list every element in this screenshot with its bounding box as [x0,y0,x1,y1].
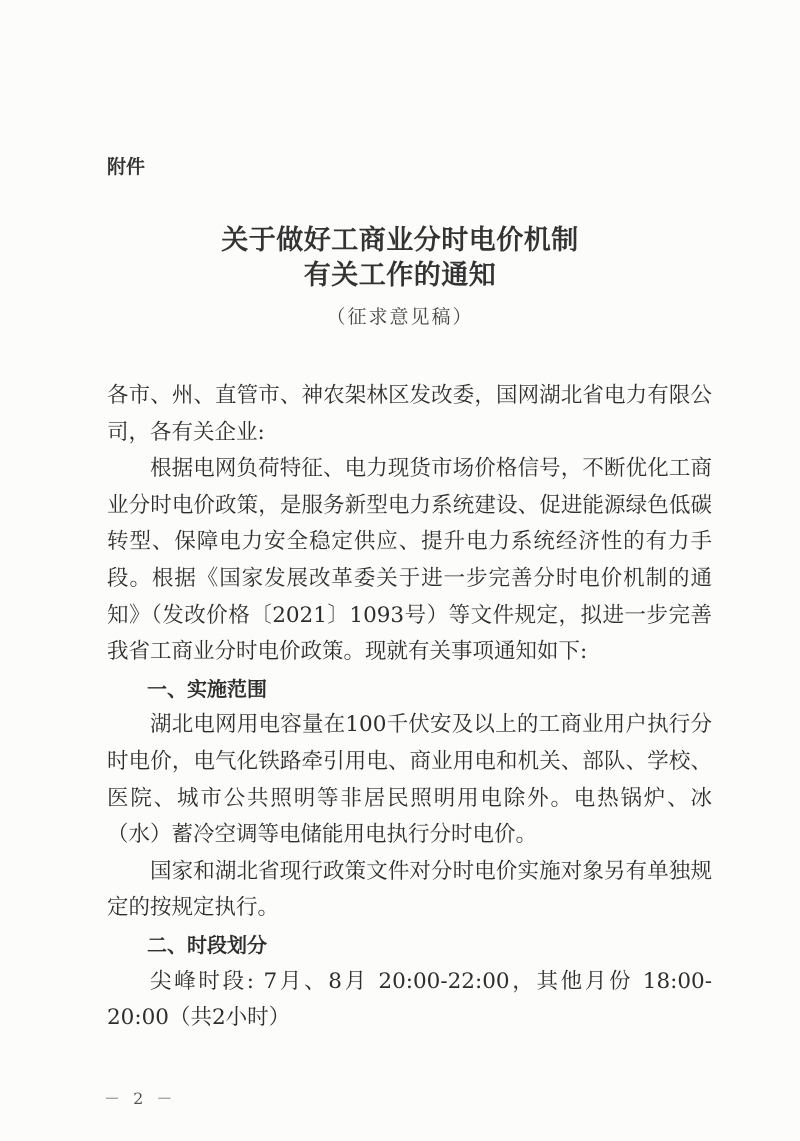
document-title-line-1: 关于做好工商业分时电价机制 [221,225,579,256]
section-heading-scope: 一、实施范围 [147,676,267,701]
scope-paragraph-1: 湖北电网用电容量在100千伏安及以上的工商业用户执行分时电价，电气化铁路牵引用电、商业用电和机关、部队、学校、医院、城市公共照明等非居民照明用电除外。电热锅炉、冰（水）蓄冷空调等电储能用电执行分时电价。 [107,712,712,848]
salutation: 各市、州、直管市、神农架林区发改委，国网湖北省电力有限公司，各有关企业: [107,383,712,445]
intro-paragraph: 根据电网负荷特征、电力现货市场价格信号，不断优化工商业分时电价政策，是服务新型电力系统建设、促进能源绿色低碳转型、保障电力安全稳定供应、提升电力系统经济性的有力手段。根据《国家发展改革委关于进一步完善分时电价机制的通知》（发改价格〔2021〕1093号）等文件规定，拟进一步完善我省工商业分时电价政策。现就有关事项通知如下: [107,456,712,665]
document-title-line-2: 有关工作的通知 [303,260,497,291]
section-heading-time-periods: 二、时段划分 [147,932,267,957]
page-number: － 2 － [104,1089,177,1108]
time-period-paragraph-1: 尖峰时段: 7月、8月 20:00-22:00，其他月份 18:00-20:00（共2小时） [107,968,712,1031]
document-subtitle: （征求意见稿） [326,306,474,328]
scope-paragraph-2: 国家和湖北省现行政策文件对分时电价实施对象另有单独规定的按规定执行。 [107,858,712,921]
document-body [107,378,712,1037]
attachment-label: 附件 [107,156,146,178]
